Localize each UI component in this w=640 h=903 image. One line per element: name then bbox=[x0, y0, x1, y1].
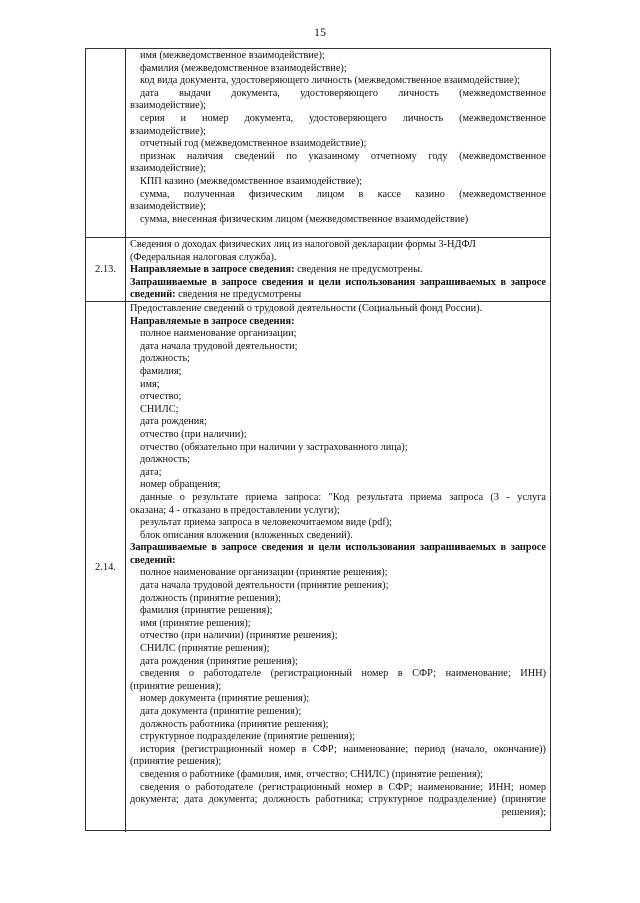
text-line: фамилия (межведомственное взаимодействие); bbox=[140, 62, 347, 74]
text-line: сумма, внесенная физическим лицом (межведомственное взаимодействие) bbox=[140, 213, 469, 225]
text-line: отчество (при наличии) (принятие решения); bbox=[140, 630, 338, 642]
text-line: дата; bbox=[140, 466, 162, 478]
text-line: сведений: bbox=[130, 554, 176, 566]
text-line: документа; дата документа; должность работника; структурное подразделение) (принятие bbox=[130, 794, 546, 806]
text-segment: сведения не предусмотрены. bbox=[294, 264, 423, 276]
row-number-cell bbox=[86, 49, 126, 237]
text-line: СНИЛС; bbox=[140, 403, 179, 415]
text-line: дата начала трудовой деятельности; bbox=[140, 340, 298, 352]
text-line: дата рождения; bbox=[140, 416, 207, 428]
text-line: (принятие решения); bbox=[130, 680, 222, 692]
table-row-2-13 bbox=[86, 237, 550, 301]
text-line: номер обращения; bbox=[140, 479, 221, 491]
text-line: взаимодействие); bbox=[130, 201, 206, 213]
text-line: сведения о работодателе (регистрационный номер в СФР; наименование; ИНН; номер bbox=[140, 781, 546, 793]
row-content-cell bbox=[126, 49, 550, 226]
text-line: Запрашиваемые в запросе сведения и цели использования запрашиваемых в запросе bbox=[130, 276, 546, 288]
text-line: КПП казино (межведомственное взаимодействие); bbox=[140, 175, 362, 187]
text-line: отчество (обязательно при наличии у застрахованного лица); bbox=[140, 441, 408, 453]
text-line: серия и номер документа, удостоверяющего личность (межведомственное bbox=[140, 112, 546, 124]
text-line: сумма, полученная физическим лицом в кассе казино (межведомственное bbox=[140, 188, 546, 200]
text-line: взаимодействие); bbox=[130, 163, 206, 175]
text-line: имя (межведомственное взаимодействие); bbox=[140, 50, 325, 61]
text-segment: Направляемые в запросе сведения: bbox=[130, 264, 295, 276]
text-line: решения); bbox=[501, 806, 546, 818]
text-line: код вида документа, удостоверяющего личность (межведомственное взаимодействие); bbox=[140, 75, 520, 87]
text-line: должность (принятие решения); bbox=[140, 592, 282, 604]
text-line: результат приема запроса в человекочитаемом виде (pdf); bbox=[140, 517, 392, 529]
text-line: сведения о работнике (фамилия, имя, отчество; СНИЛС) (принятие решения); bbox=[140, 768, 484, 780]
text-line: (Федеральная налоговая служба). bbox=[130, 251, 277, 263]
text-line: отчество; bbox=[140, 391, 182, 403]
text-line: блок описания вложения (вложенных сведений). bbox=[140, 529, 353, 541]
text-line: признак наличия сведений по указанному отчетному году (межведомственное bbox=[140, 150, 546, 162]
text-line: имя; bbox=[140, 378, 160, 390]
text-line: отчетный год (межведомственное взаимодействие); bbox=[140, 138, 367, 150]
text-line: взаимодействие); bbox=[130, 125, 206, 137]
row-number-cell: 2.13. bbox=[86, 238, 126, 301]
text-line: дата начала трудовой деятельности (принятие решения); bbox=[140, 580, 389, 592]
text-line: взаимодействие); bbox=[130, 100, 206, 112]
text-line: должность; bbox=[140, 454, 191, 466]
table-row-continuation bbox=[86, 49, 550, 237]
row-content-cell bbox=[126, 238, 550, 302]
text-line: сведения о работодателе (регистрационный номер в СФР; наименование; ИНН) bbox=[140, 668, 546, 680]
text-line: Направляемые в запросе сведения: bbox=[130, 315, 295, 327]
text-line bbox=[130, 264, 546, 277]
text-line: Запрашиваемые в запросе сведения и цели использования запрашиваемых в запросе bbox=[130, 542, 546, 554]
text-line: должность; bbox=[140, 353, 191, 365]
text-line: Сведения о доходах физических лиц из налоговой декларации формы 3-НДФЛ bbox=[130, 239, 476, 250]
text-line: СНИЛС (принятие решения); bbox=[140, 643, 270, 655]
text-line: Предоставление сведений о трудовой деятельности (Социальный фонд России). bbox=[130, 303, 483, 314]
text-line: фамилия (принятие решения); bbox=[140, 605, 273, 617]
table-row-2-14 bbox=[86, 301, 550, 832]
text-line: история (регистрационный номер в СФР; наименование; период (начало, окончание)) bbox=[140, 743, 546, 755]
text-line: дата документа (принятие решения); bbox=[140, 706, 302, 717]
row-content-cell bbox=[126, 302, 550, 819]
text-line: имя (принятие решения); bbox=[140, 617, 251, 629]
text-line: оказана; 4 - отказано в предоставлении услуги); bbox=[130, 504, 340, 516]
text-line: фамилия; bbox=[140, 365, 182, 377]
page-number: 15 bbox=[314, 25, 326, 39]
text-line: дата выдачи документа, удостоверяющего личность (межведомственное bbox=[140, 87, 546, 99]
text-line: данные о результате приема запроса: "Код результата приема запроса (3 - услуга bbox=[140, 491, 546, 503]
text-line: полное наименование организации; bbox=[140, 328, 297, 340]
text-line: должность работника (принятие решения); bbox=[140, 718, 329, 730]
text-line: полное наименование организации (принятие решения); bbox=[140, 567, 388, 579]
text-line: дата рождения (принятие решения); bbox=[140, 655, 298, 667]
text-line: структурное подразделение (принятие решения); bbox=[140, 731, 355, 743]
text-segment: сведения не предусмотрены bbox=[175, 289, 302, 301]
text-line: отчество (при наличии); bbox=[140, 428, 247, 440]
text-line: (принятие решения); bbox=[130, 756, 222, 768]
text-segment: сведений: bbox=[130, 289, 176, 301]
row-number-cell: 2.14. bbox=[86, 302, 126, 832]
text-line: номер документа (принятие решения); bbox=[140, 693, 310, 705]
document-table bbox=[85, 48, 551, 831]
